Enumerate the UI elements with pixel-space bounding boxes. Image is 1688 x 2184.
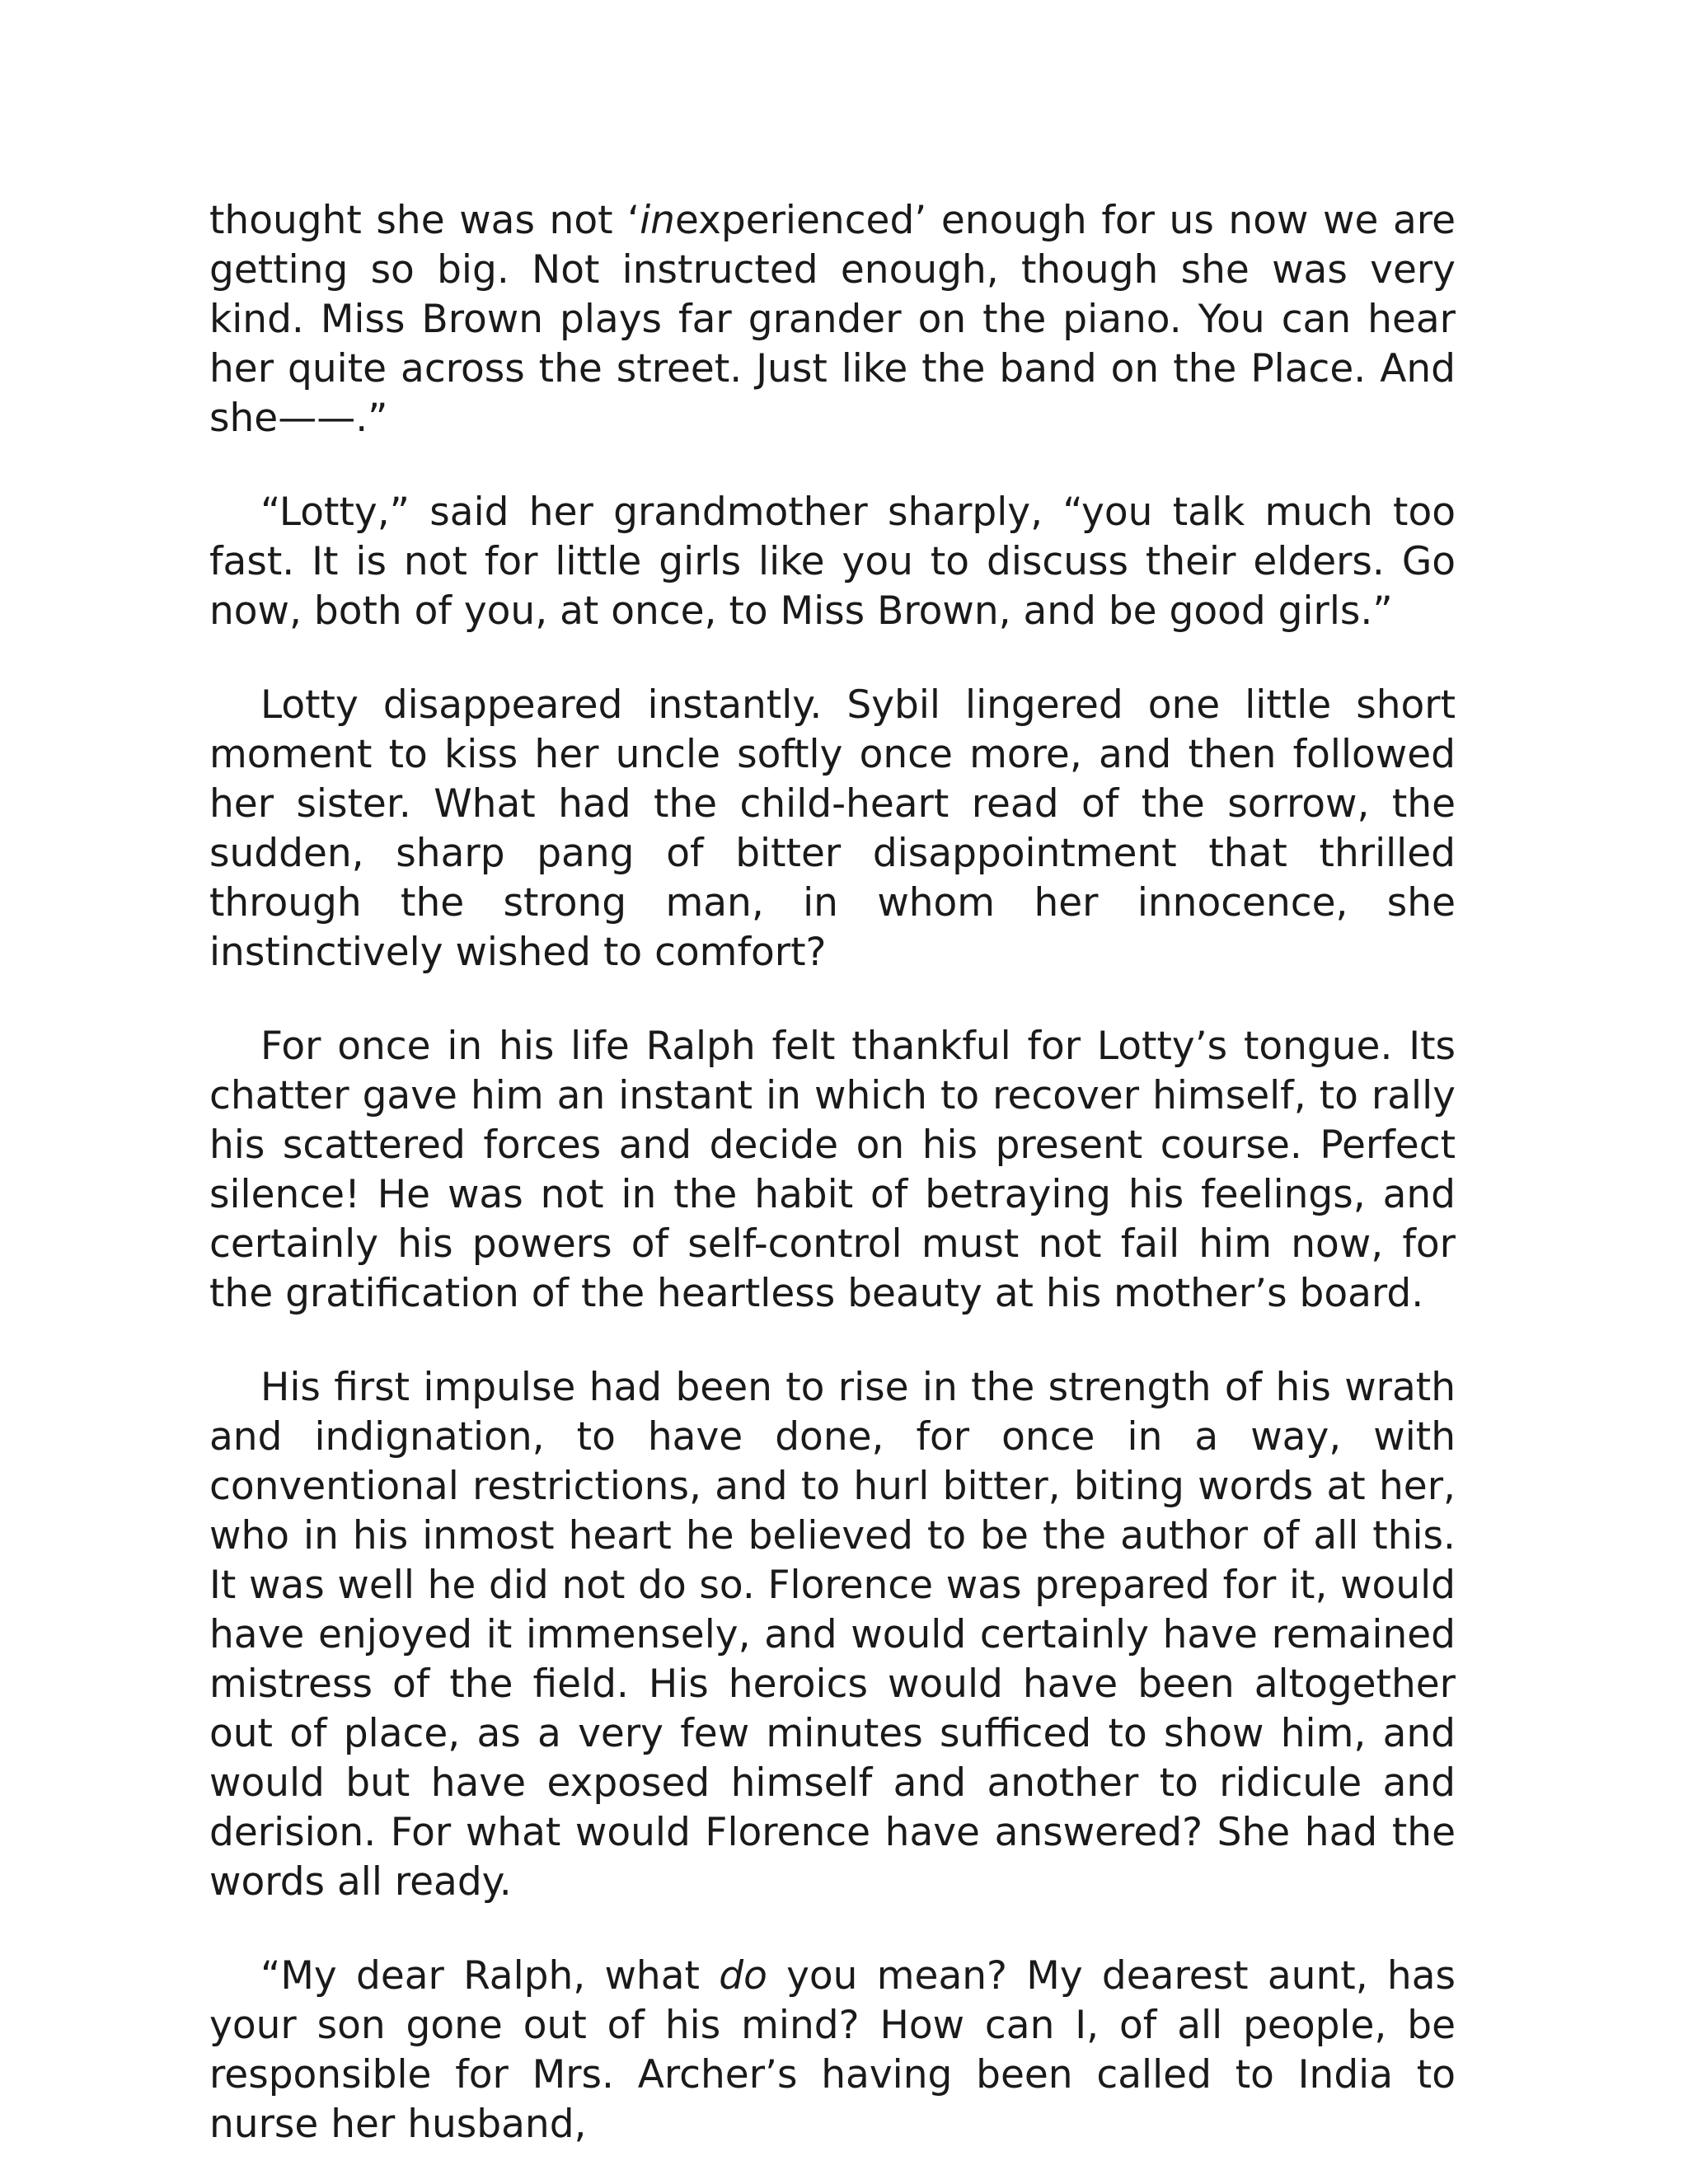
p6-seg-2: you mean? My dearest aunt, has your son gone out of his mind? How can I, of all people, be responsible for Mrs. Archer’s having been called to India to nurse her husband, (209, 1953, 1456, 2147)
paragraph-1 (209, 196, 1456, 443)
p4-seg-0: For once in his life Ralph felt thankful for Lotty’s tongue. Its chatter gave him an instant in which to recover himself, to rally his scattered forces and decide on his present course. Perfect silence! He was not in the habit of betraying his feelings, and certainly his powers of self-control must not fail him now, for the gratification of the heartless beauty at his mother’s board. (209, 1024, 1456, 1316)
paragraph-6 (209, 1952, 1456, 2149)
p6-seg-0: “My dear Ralph, what (260, 1953, 720, 1999)
p5-seg-0: His first impulse had been to rise in the strength of his wrath and indignation, to have done, for once in a way, with conventional restrictions, and to hurl bitter, biting words at her, who in his inmost heart he believed to be the author of all this. It was well he did not do so. Florence was prepared for it, would have enjoyed it immensely, and would certainly have remained mistress of the field. His heroics would have been altogether out of place, as a very few minutes sufficed to show him, and would but have exposed himself and another to ridicule and derision. For what would Florence have answered? She had the words all ready. (209, 1365, 1456, 1905)
book-page (209, 196, 1456, 2149)
p2-seg-0: “Lotty,” said her grandmother sharply, “you talk much too fast. It is not for little girls like you to discuss their elders. Go now, both of you, at once, to Miss Brown, and be good girls.” (209, 490, 1456, 634)
p1-seg-1-italic: in (640, 198, 675, 243)
p1-seg-0: thought she was not ‘ (209, 198, 640, 243)
paragraph-4 (209, 1022, 1456, 1319)
p6-seg-1-italic: do (719, 1953, 767, 1999)
p1-seg-2: experienced’ enough for us now we are getting so big. Not instructed enough, though she was very kind. Miss Brown plays far grander on the piano. You can hear her quite across the street. Just like the band on the Place. And she——.” (209, 198, 1456, 441)
p3-seg-0: Lotty disappeared instantly. Sybil lingered one little short moment to kiss her uncle softly once more, and then followed her sister. What had the child-heart read of the sorrow, the sudden, sharp pang of bitter disappointment that thrilled through the strong man, in whom her innocence, she instinctively wished to comfort? (209, 682, 1456, 975)
paragraph-2 (209, 488, 1456, 636)
paragraph-3 (209, 681, 1456, 977)
paragraph-5 (209, 1363, 1456, 1907)
